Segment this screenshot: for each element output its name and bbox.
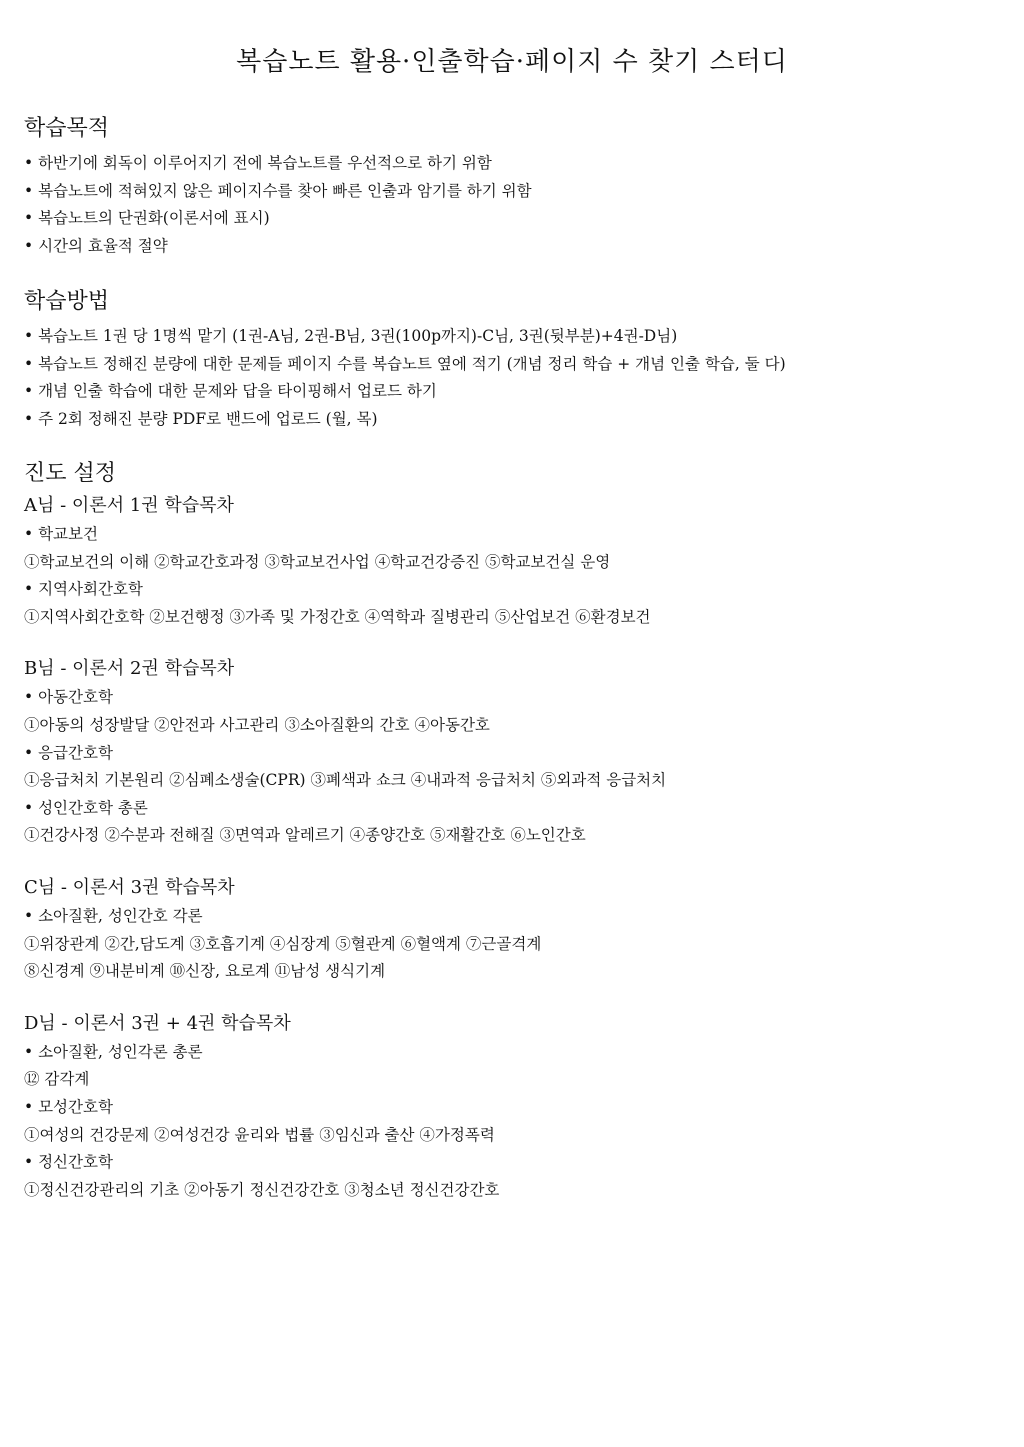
progress-group bbox=[24, 491, 984, 631]
subject-heading: • 학교보건 bbox=[24, 521, 984, 549]
progress-group bbox=[24, 1009, 984, 1205]
chapter-list: ①응급처치 기본원리 ②심폐소생술(CPR) ③폐색과 쇼크 ④내과적 응급처치 ⑤외과적 응급처치 bbox=[24, 771, 667, 790]
chapter-list: ①아동의 성장발달 ②안전과 사고관리 ③소아질환의 간호 ④아동간호 bbox=[24, 715, 490, 734]
chapter-list: ①학교보건의 이해 ②학교간호과정 ③학교보건사업 ④학교건강증진 ⑤학교보건실 운영 bbox=[24, 552, 611, 571]
progress-group-title: A님 - 이론서 1권 학습목차 bbox=[24, 495, 234, 516]
chapter-list: ⑧신경계 ⑨내분비계 ⑩신장, 요로계 ⑪남성 생식기계 bbox=[24, 962, 386, 981]
method-item: • 복습노트 1권 당 1명씩 맡기 (1권-A님, 2권-B님, 3권(100p까지)-C님, 3권(뒷부분)+4권-D님) bbox=[24, 323, 984, 351]
method-section bbox=[24, 287, 984, 433]
chapter-list: ①지역사회간호학 ②보건행정 ③가족 및 가정간호 ④역학과 질병관리 ⑤산업보건 ⑥환경보건 bbox=[24, 607, 651, 626]
progress-groups bbox=[24, 491, 984, 1204]
subject-heading: • 성인간호학 총론 bbox=[24, 795, 984, 823]
purpose-heading: 학습목적 bbox=[24, 116, 110, 141]
progress-heading: 진도 설정 bbox=[24, 461, 117, 486]
chapter-list: ①위장관계 ②간,담도계 ③호흡기계 ④심장계 ⑤혈관계 ⑥혈액계 ⑦근골격계 bbox=[24, 934, 542, 953]
subject-heading: • 응급간호학 bbox=[24, 740, 984, 768]
method-item: • 개념 인출 학습에 대한 문제와 답을 타이핑해서 업로드 하기 bbox=[24, 378, 984, 406]
purpose-item: • 시간의 효율적 절약 bbox=[24, 233, 984, 261]
progress-group bbox=[24, 873, 984, 986]
progress-group-title: B님 - 이론서 2권 학습목차 bbox=[24, 658, 235, 680]
progress-section bbox=[24, 459, 984, 1227]
chapter-list: ①여성의 건강문제 ②여성건강 윤리와 법률 ③임신과 출산 ④가정폭력 bbox=[24, 1125, 495, 1144]
purpose-item: • 복습노트의 단권화(이론서에 표시) bbox=[24, 205, 984, 233]
subject-heading: • 모성간호학 bbox=[24, 1094, 984, 1122]
method-heading: 학습방법 bbox=[24, 289, 110, 314]
subject-heading: • 소아질환, 성인각론 총론 bbox=[24, 1039, 984, 1067]
purpose-section bbox=[24, 114, 984, 260]
purpose-item: • 복습노트에 적혀있지 않은 페이지수를 찾아 빠른 인출과 암기를 하기 위함 bbox=[24, 178, 984, 206]
chapter-list: ⑫ 감각계 bbox=[24, 1070, 90, 1089]
subject-heading: • 아동간호학 bbox=[24, 684, 984, 712]
subject-heading: • 정신간호학 bbox=[24, 1149, 984, 1177]
progress-group-title: C님 - 이론서 3권 학습목차 bbox=[24, 876, 235, 898]
progress-group-title: D님 - 이론서 3권 + 4권 학습목차 bbox=[24, 1012, 291, 1034]
subject-heading: • 소아질환, 성인간호 각론 bbox=[24, 903, 984, 931]
document-title: 복습노트 활용·인출학습·페이지 수 찾기 스터디 bbox=[236, 47, 788, 77]
progress-group bbox=[24, 654, 984, 850]
chapter-list: ①건강사정 ②수분과 전해질 ③면역과 알레르기 ④종양간호 ⑤재활간호 ⑥노인간호 bbox=[24, 826, 586, 845]
method-item: • 복습노트 정해진 분량에 대한 문제들 페이지 수를 복습노트 옆에 적기 (개념 정리 학습 + 개념 인출 학습, 둘 다) bbox=[24, 351, 984, 379]
chapter-list: ①정신건강관리의 기초 ②아동기 정신건강간호 ③청소년 정신건강간호 bbox=[24, 1180, 500, 1199]
purpose-item: • 하반기에 회독이 이루어지기 전에 복습노트를 우선적으로 하기 위함 bbox=[24, 150, 984, 178]
subject-heading: • 지역사회간호학 bbox=[24, 576, 984, 604]
method-item: • 주 2회 정해진 분량 PDF로 밴드에 업로드 (월, 목) bbox=[24, 406, 984, 434]
